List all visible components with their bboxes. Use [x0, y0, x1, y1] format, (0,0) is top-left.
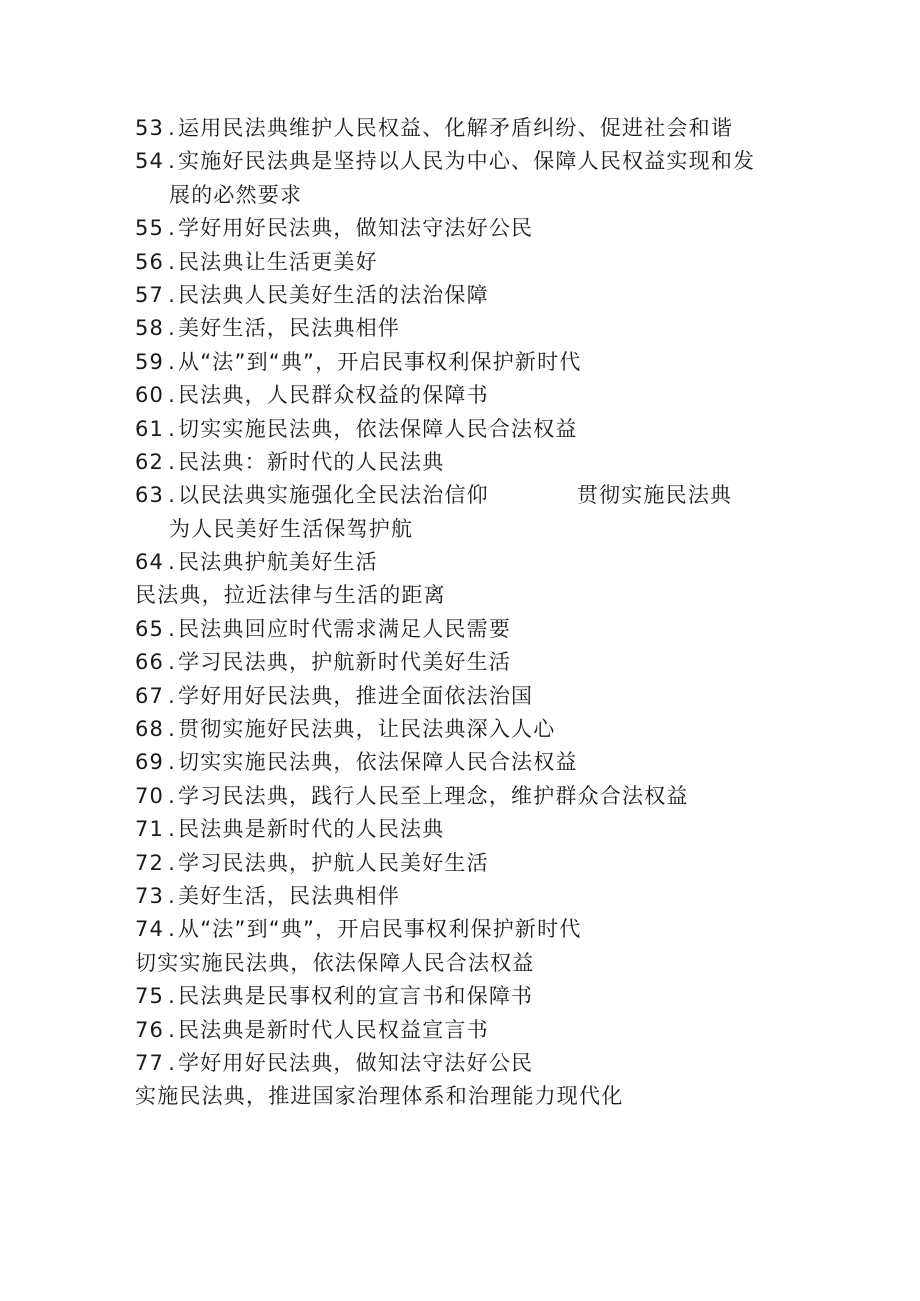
item-number: 67: [135, 683, 165, 708]
list-item: 67 .学好用好民法典，推进全面依法治国: [135, 680, 835, 713]
item-text: 切实实施民法典，依法保障人民合法权益: [178, 750, 578, 775]
list-item-unnumbered: [135, 579, 835, 612]
item-number: 65: [135, 616, 165, 641]
item-number: 76: [135, 1017, 165, 1042]
item-number: 75: [135, 984, 165, 1009]
item-text: 民法典：新时代的人民法典: [178, 449, 445, 474]
item-text: 民法典是民事权利的宣言书和保障书: [178, 984, 534, 1009]
item-number: 72: [135, 850, 165, 875]
list-item: 57 .民法典人民美好生活的法治保障: [135, 279, 835, 312]
item-text: 运用民法典维护人民权益、化解矛盾纠纷、促进社会和谐: [178, 116, 734, 140]
item-text: 民法典是新时代的人民法典: [178, 817, 445, 842]
item-number: 55: [135, 216, 165, 241]
item-text: 民法典护航美好生活: [178, 550, 378, 575]
item-number: 69: [135, 750, 165, 775]
item-number: 68: [135, 717, 165, 742]
item-text: 学习民法典，护航新时代美好生活: [178, 650, 512, 675]
item-text: 学好用好民法典，推进全面依法治国: [178, 683, 534, 708]
item-number: 62: [135, 449, 165, 474]
slogan-list: [135, 112, 835, 1114]
list-item: 77 .学好用好民法典，做知法守法好公民: [135, 1047, 835, 1080]
item-text: 实施民法典，推进国家治理体系和治理能力现代化: [135, 1084, 624, 1109]
list-item: 73 .美好生活，民法典相伴: [135, 880, 835, 913]
item-number: 77: [135, 1050, 165, 1075]
list-item: 53 .运用民法典维护人民权益、化解矛盾纠纷、促进社会和谐: [135, 112, 835, 145]
list-item: 64 .民法典护航美好生活: [135, 546, 835, 579]
list-item-unnumbered: [135, 1080, 835, 1113]
list-item: 69 .切实实施民法典，依法保障人民合法权益: [135, 746, 835, 779]
list-item: 70 .学习民法典，践行人民至上理念，维护群众合法权益: [135, 780, 835, 813]
item-text: 实施好民法典是坚持以人民为中心、保障人民权益实现和发: [178, 149, 756, 174]
list-item: 62 .民法典：新时代的人民法典: [135, 446, 835, 479]
item-number: 71: [135, 817, 165, 842]
item-number: 53: [135, 116, 165, 140]
item-number: 60: [135, 383, 165, 408]
item-text: 切实实施民法典，依法保障人民合法权益: [135, 950, 535, 975]
item-text: 民法典，人民群众权益的保障书: [178, 383, 489, 408]
list-item-continuation: [135, 179, 835, 212]
list-item: 65 .民法典回应时代需求满足人民需要: [135, 613, 835, 646]
item-number: 66: [135, 650, 165, 675]
item-text-continued: 为人民美好生活保驾护航: [169, 516, 414, 541]
item-text: 民法典是新时代人民权益宣言书: [178, 1017, 489, 1042]
item-number: 64: [135, 550, 165, 575]
list-item-continuation: [135, 513, 835, 546]
item-text: 美好生活，民法典相伴: [178, 883, 401, 908]
list-item: 61 .切实实施民法典，依法保障人民合法权益: [135, 413, 835, 446]
item-number: 70: [135, 783, 165, 808]
item-text: 从“法”到“典”，开启民事权利保护新时代: [178, 917, 582, 942]
item-text: 民法典让生活更美好: [178, 249, 378, 274]
list-item: 54 .实施好民法典是坚持以人民为中心、保障人民权益实现和发: [135, 145, 835, 178]
item-number: 56: [135, 249, 165, 274]
list-item: 75 .民法典是民事权利的宣言书和保障书: [135, 980, 835, 1013]
item-text: 切实实施民法典，依法保障人民合法权益: [178, 416, 578, 441]
list-item: 63 .以民法典实施强化全民法治信仰 贯彻实施民法典: [135, 479, 835, 512]
item-number: 73: [135, 883, 165, 908]
item-text: 以民法典实施强化全民法治信仰: [178, 483, 489, 508]
item-number: 74: [135, 917, 165, 942]
item-text: 民法典回应时代需求满足人民需要: [178, 616, 512, 641]
list-item: 55 .学好用好民法典，做知法守法好公民: [135, 212, 835, 245]
item-text: 从“法”到“典”，开启民事权利保护新时代: [178, 349, 582, 374]
item-text: 民法典，拉近法律与生活的距离: [135, 583, 446, 608]
list-item: 68 .贯彻实施好民法典，让民法典深入人心: [135, 713, 835, 746]
item-number: 54: [135, 149, 165, 174]
item-text: 学好用好民法典，做知法守法好公民: [178, 216, 534, 241]
list-item: 58 .美好生活，民法典相伴: [135, 312, 835, 345]
item-text-continued: 展的必然要求: [169, 182, 303, 207]
item-number: 57: [135, 282, 165, 307]
list-item: 76 .民法典是新时代人民权益宣言书: [135, 1014, 835, 1047]
item-number: 59: [135, 349, 165, 374]
item-text: 民法典人民美好生活的法治保障: [178, 282, 489, 307]
item-text-secondary: 贯彻实施民法典: [576, 483, 733, 508]
item-text: 美好生活，民法典相伴: [178, 316, 401, 341]
list-item: 66 .学习民法典，护航新时代美好生活: [135, 646, 835, 679]
item-number: 58: [135, 316, 165, 341]
list-item: 72 .学习民法典，护航人民美好生活: [135, 847, 835, 880]
item-text: 学习民法典，护航人民美好生活: [178, 850, 489, 875]
list-item: 56 .民法典让生活更美好: [135, 246, 835, 279]
list-item: 74 .从“法”到“典”，开启民事权利保护新时代: [135, 913, 835, 946]
item-number: 61: [135, 416, 165, 441]
list-item-unnumbered: [135, 947, 835, 980]
list-item: 59 .从“法”到“典”，开启民事权利保护新时代: [135, 346, 835, 379]
item-text: 贯彻实施好民法典，让民法典深入人心: [178, 717, 556, 742]
list-item: 71 .民法典是新时代的人民法典: [135, 813, 835, 846]
item-text: 学习民法典，践行人民至上理念，维护群众合法权益: [178, 783, 689, 808]
item-text: 学好用好民法典，做知法守法好公民: [178, 1050, 534, 1075]
list-item: 60 .民法典，人民群众权益的保障书: [135, 379, 835, 412]
item-number: 63: [135, 483, 165, 508]
